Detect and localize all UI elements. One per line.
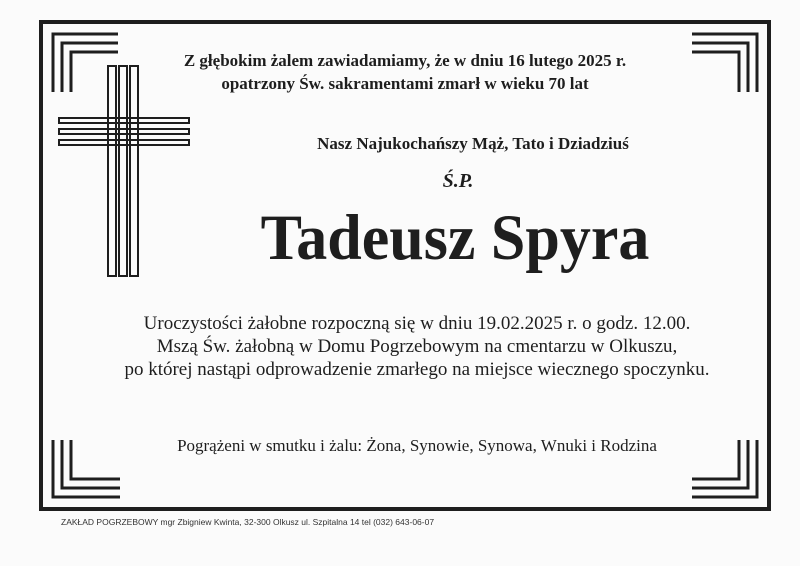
relation-line: Nasz Najukochańszy Mąż, Tato i Dziadziuś [317, 134, 629, 153]
deceased-name: Tadeusz Spyra [260, 202, 650, 274]
honorific-label: Ś.P. [442, 170, 474, 192]
mourners-line: Pogrążeni w smutku i żalu: Żona, Synowie, Synowa, Wnuki i Rodzina [177, 436, 657, 455]
ceremony-line-3: po której nastąpi odprowadzenie zmarłego na miejsce wiecznego spoczynku. [124, 359, 710, 380]
funeral-home-footer: ZAKŁAD POGRZEBOWY mgr Zbigniew Kwinta, 32-300 Olkusz ul. Szpitalna 14 tel (032) 643-06-07 [61, 517, 435, 527]
announcement-line-2: opatrzony Św. sakramentami zmarł w wieku 70 lat [221, 74, 589, 93]
announcement-line-1: Z głębokim żalem zawiadamiamy, że w dniu 16 lutego 2025 r. [183, 51, 627, 70]
ceremony-line-1: Uroczystości żałobne rozpoczną się w dniu 19.02.2025 r. o godz. 12.00. [143, 313, 691, 334]
ceremony-line-2: Mszą Św. żałobną w Domu Pogrzebowym na cmentarzu w Olkuszu, [156, 336, 678, 357]
